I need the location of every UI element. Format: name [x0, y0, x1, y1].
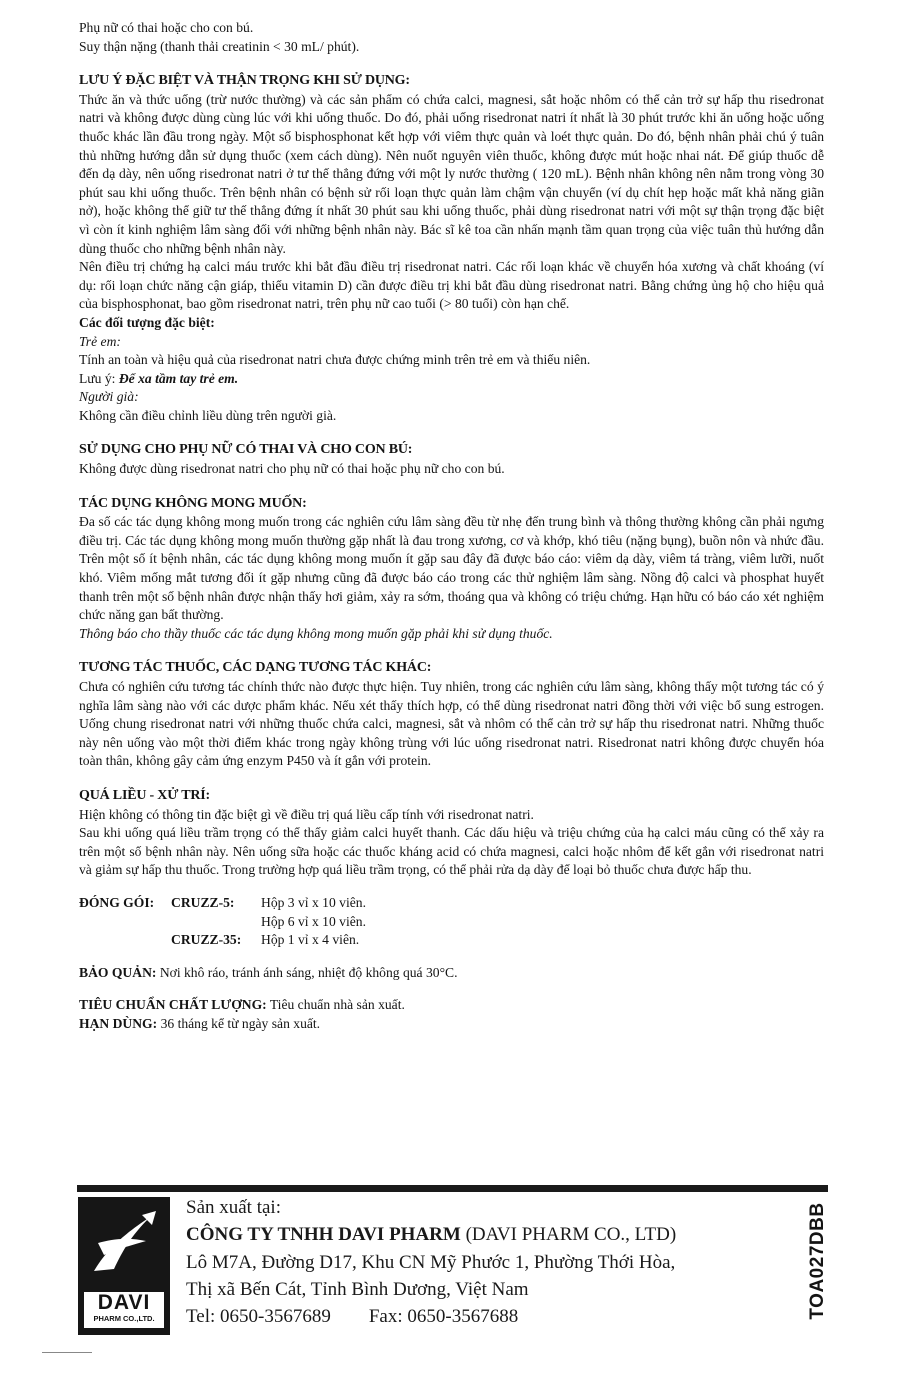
company-name-en: (DAVI PHARM CO., LTD)	[460, 1224, 677, 1245]
expiry-text: 36 tháng kể từ ngày sản xuất.	[157, 1015, 321, 1031]
davi-pharm-logo	[78, 1197, 170, 1335]
tel-line	[186, 1306, 518, 1328]
table-row	[79, 931, 366, 950]
expiry-label: HẠN DÙNG:	[79, 1015, 158, 1031]
document-code-text: TOA027DBB	[807, 1202, 828, 1320]
swoosh-icon	[84, 1207, 164, 1287]
address-line: Thị xã Bến Cát, Tỉnh Bình Dương, Việt Nam	[186, 1279, 529, 1300]
subheading-special-groups: Các đối tượng đặc biệt:	[79, 314, 215, 330]
paragraph: Không được dùng risedronat natri cho phụ nữ có thai hoặc phụ nữ cho con bú.	[79, 461, 505, 477]
adverse-notice: Thông báo cho thầy thuốc các tác dụng không mong muốn gặp phải khi sử dụng thuốc.	[79, 625, 553, 641]
logo-wordmark	[84, 1292, 164, 1328]
label-children: Trẻ em:	[79, 333, 121, 349]
note-line	[79, 370, 824, 389]
footer-divider	[77, 1185, 828, 1192]
pack-size: Hộp 6 vỉ x 10 viên.	[261, 913, 366, 929]
document-code	[788, 1192, 848, 1332]
contraindication-line: Phụ nữ có thai hoặc cho con bú.	[79, 20, 254, 35]
table-row	[79, 894, 366, 913]
pack-size: Hộp 1 vỉ x 4 viên.	[261, 932, 360, 948]
quality-label: TIÊU CHUẨN CHẤT LƯỢNG:	[79, 997, 267, 1013]
storage-line	[79, 964, 824, 983]
paragraph: Nên điều trị chứng hạ calci máu trước khi bắt đầu điều trị risedronat natri. Các rối loạn khác về chuyển hóa xương và chất khoáng (ví dụ: rối loạn chức năng cận giáp, thiếu vitamin D) cần được điều trị khi bắt đầu dùng risedronat natri. Bằng chứng ủng hộ cho hiệu quả của bisphosphonat, bao gồm risedronat natri, trên phụ nữ cao tuổi (> 80 tuổi) còn hạn chế.	[79, 259, 824, 312]
paragraph: Chưa có nghiên cứu tương tác chính thức nào được thực hiện. Tuy nhiên, trong các nghiên cứu lâm sàng, không thấy một tương tác có ý nghĩa lâm sàng nào với các dược phẩm khác. Nếu xét thấy thích hợp, có thể dùng risedronat natri đồng thời với việc bổ sung estrogen. Uống chung risedronat natri với những thuốc chứa calci, magnesi, sắt và nhôm có thể cản trở sự hấp thu risedronat natri. Những thuốc này nên uống vào một thời điểm khác trong ngày không trùng với lúc uống risedronat natri. Risedronat natri không được chuyển hóa toàn thân, không gây cảm ứng enzym P450 và ít gắn với protein.	[79, 679, 824, 769]
product-name: CRUZZ-35:	[171, 932, 242, 948]
quality-line	[79, 996, 824, 1015]
leaflet-body	[79, 19, 824, 1034]
fax: Fax: 0650-3567688	[368, 1306, 519, 1327]
section-title-adverse-effects: TÁC DỤNG KHÔNG MONG MUỐN:	[79, 495, 307, 511]
quality-text: Tiêu chuẩn nhà sản xuất.	[266, 997, 405, 1013]
divider	[42, 1352, 92, 1353]
address-line: Lô M7A, Đường D17, Khu CN Mỹ Phước 1, Phường Thới Hòa,	[186, 1252, 676, 1273]
paragraph: Đa số các tác dụng không mong muốn trong các nghiên cứu lâm sàng đều từ nhẹ đến trung bình và thông thường không cần phải ngưng điều trị. Các tác dụng không mong muốn thường gặp nhất là đau trong xương, cơ và khớp, khó tiêu (nặng bụng), buồn nôn và nhức đầu. Trên một số ít bệnh nhân, các tác dụng không mong muốn ít gặp sau đây đã được báo cáo: viêm dạ dày, viêm tá tràng, viêm lưỡi, nuốt khó. Viêm mống mắt tương đối ít gặp nhưng cũng đã được báo cáo trong các thử nghiệm lâm sàng. Nồng độ calci và phosphat huyết thanh trên một số bệnh nhân được nhận thấy hơi giảm, xảy ra sớm, thoáng qua và không có triệu chứng. Hạn hữu có báo cáo xét nghiệm chức năng gan bất thường.	[79, 514, 824, 623]
logo-subtitle: PHARM CO.,LTD.	[93, 1314, 155, 1323]
manufacturer-footer	[0, 1185, 900, 1335]
label-elderly: Người già:	[79, 389, 139, 405]
paragraph: Hiện không có thông tin đặc biệt gì về điều trị quá liều cấp tính với risedronat natri.	[79, 806, 534, 822]
paragraph: Tính an toàn và hiệu quả của risedronat natri chưa được chứng minh trên trẻ em và thiếu niên.	[79, 352, 591, 368]
manufacturer-intro: Sản xuất tại:	[186, 1197, 281, 1218]
contraindication-line: Suy thận nặng (thanh thải creatinin < 30 mL/ phút).	[79, 38, 360, 54]
section-title-overdose: QUÁ LIỀU - XỬ TRÍ:	[79, 787, 210, 803]
paragraph: Sau khi uống quá liều trầm trọng có thể thấy giảm calci huyết thanh. Các dấu hiệu và triệu chứng của hạ calci máu cũng có thể xảy ra trên một số bệnh nhân này. Nên uống sữa hoặc các thuốc kháng acid có chứa magnesi, calci hoặc nhôm để kết gắn với risedronat natri và giảm sự hấp thu thuốc. Trong trường hợp quá liều trầm trọng, có thể phải rửa dạ dày để loại bỏ thuốc chưa được hấp thu.	[79, 825, 824, 878]
packaging-table	[79, 894, 366, 950]
expiry-line	[79, 1015, 824, 1034]
section-title-precautions: LƯU Ý ĐẶC BIỆT VÀ THẬN TRỌNG KHI SỬ DỤNG:	[79, 73, 410, 89]
pack-size: Hộp 3 vỉ x 10 viên.	[261, 894, 366, 910]
storage-label: BẢO QUẢN:	[79, 964, 157, 980]
manufacturer-name	[186, 1224, 676, 1246]
note-text: Để xa tầm tay trẻ em.	[118, 370, 239, 386]
table-row	[79, 913, 366, 932]
section-title-interactions: TƯƠNG TÁC THUỐC, CÁC DẠNG TƯƠNG TÁC KHÁC:	[79, 660, 432, 676]
logo-brand: DAVI	[97, 1291, 151, 1314]
tel: Tel: 0650-3567689	[186, 1306, 331, 1327]
section-title-pregnancy: SỬ DỤNG CHO PHỤ NỮ CÓ THAI VÀ CHO CON BÚ:	[79, 442, 413, 458]
storage-text: Nơi khô ráo, tránh ánh sáng, nhiệt độ không quá 30°C.	[156, 964, 458, 980]
product-name: CRUZZ-5:	[171, 894, 235, 910]
paragraph: Không cần điều chỉnh liều dùng trên người già.	[79, 407, 337, 423]
packaging-label: ĐÓNG GÓI:	[79, 894, 155, 910]
note-prefix: Lưu ý:	[79, 370, 119, 386]
paragraph: Thức ăn và thức uống (trừ nước thường) và các sản phẩm có chứa calci, magnesi, sắt hoặc nhôm có thể cản trở sự hấp thu risedronat natri và không được dùng cùng lúc với khi uống thuốc. Do đó, phải uống risedronat natri ít nhất là 30 phút trước khi ăn uống hoặc uống thuốc khác lần đầu trong ngày. Một số bisphosphonat kết hợp với viêm thực quản và loét thực quản. Do đó, bệnh nhân phải chú ý tuân thủ những hướng dẫn sử dụng thuốc (xem cách dùng). Nên nuốt nguyên viên thuốc, không được mút hoặc nhai nát. Để giúp thuốc dễ đến dạ dày, nên uống risedronat natri ở tư thế thẳng đứng với một ly nước thường ( 120 mL). Bệnh nhân không nên nằm trong vòng 30 phút sau khi uống thuốc. Trên bệnh nhân có bệnh sử rối loạn thực quản làm chậm vận chuyển (ví dụ chít hẹp hoặc mất khả năng giãn nở), hoặc không thể giữ tư thế thẳng đứng ít nhất 30 phút sau khi uống thuốc, phải dùng risedronat natri với một sự thận trọng đặc biệt vì còn ít kinh nghiệm lâm sàng đối với những bệnh nhân này. Bác sĩ kê toa cần nhấn mạnh tầm quan trọng của việc tuân thủ hướng dẫn dùng thuốc cho những bệnh nhân này.	[79, 91, 824, 256]
product-name	[171, 913, 261, 932]
company-name: CÔNG TY TNHH DAVI PHARM	[186, 1224, 461, 1245]
